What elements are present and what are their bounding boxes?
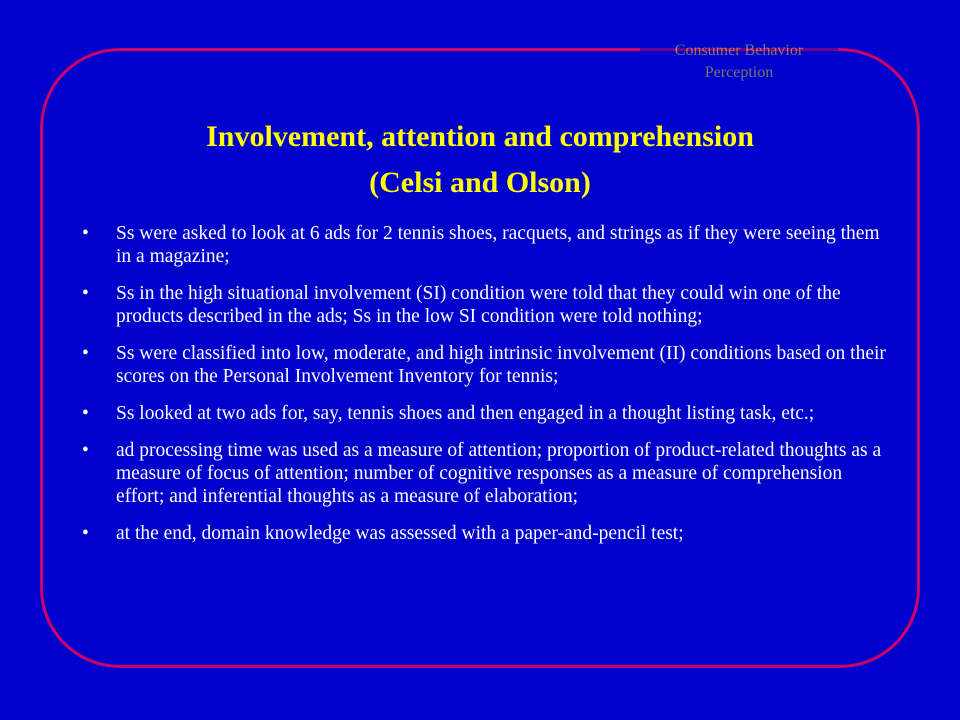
bullet-text: Ss looked at two ads for, say, tennis shoes and then engaged in a thought listing task, etc.; xyxy=(116,403,815,424)
bullet-item xyxy=(82,282,892,328)
bullet-icon: • xyxy=(82,343,89,364)
topic-name: Perception xyxy=(704,64,774,81)
bullet-item xyxy=(82,222,892,268)
course-name: Consumer Behavior xyxy=(674,42,804,59)
bullet-text: at the end, domain knowledge was assessed with a paper-and-pencil test; xyxy=(116,523,684,544)
bullet-item xyxy=(82,342,892,388)
bullet-icon: • xyxy=(82,223,89,244)
course-header xyxy=(640,40,838,84)
slide-title xyxy=(60,114,900,206)
title-line-1: Involvement, attention and comprehension xyxy=(206,120,754,153)
bullet-item xyxy=(82,522,892,545)
bullet-icon: • xyxy=(82,283,89,304)
bullet-icon: • xyxy=(82,523,89,544)
bullet-item xyxy=(82,402,892,425)
bullet-text: Ss were classified into low, moderate, and high intrinsic involvement (II) conditions based on their scores on the Personal Involvement Inventory for tennis; xyxy=(116,343,886,387)
bullet-text: Ss were asked to look at 6 ads for 2 tennis shoes, racquets, and strings as if they were seeing them in a magazine; xyxy=(116,223,880,267)
title-line-2: (Celsi and Olson) xyxy=(369,166,591,199)
bullet-list xyxy=(82,222,892,559)
bullet-icon: • xyxy=(82,403,89,424)
bullet-text: ad processing time was used as a measure of attention; proportion of product-related thoughts as a measure of focus of attention; number of cognitive responses as a measure of comprehension effort; and inferential thoughts as a measure of elaboration; xyxy=(116,440,882,507)
bullet-icon: • xyxy=(82,440,89,461)
bullet-item xyxy=(82,439,892,508)
bullet-text: Ss in the high situational involvement (SI) condition were told that they could win one of the products described in the ads; Ss in the low SI condition were told nothing; xyxy=(116,283,841,327)
